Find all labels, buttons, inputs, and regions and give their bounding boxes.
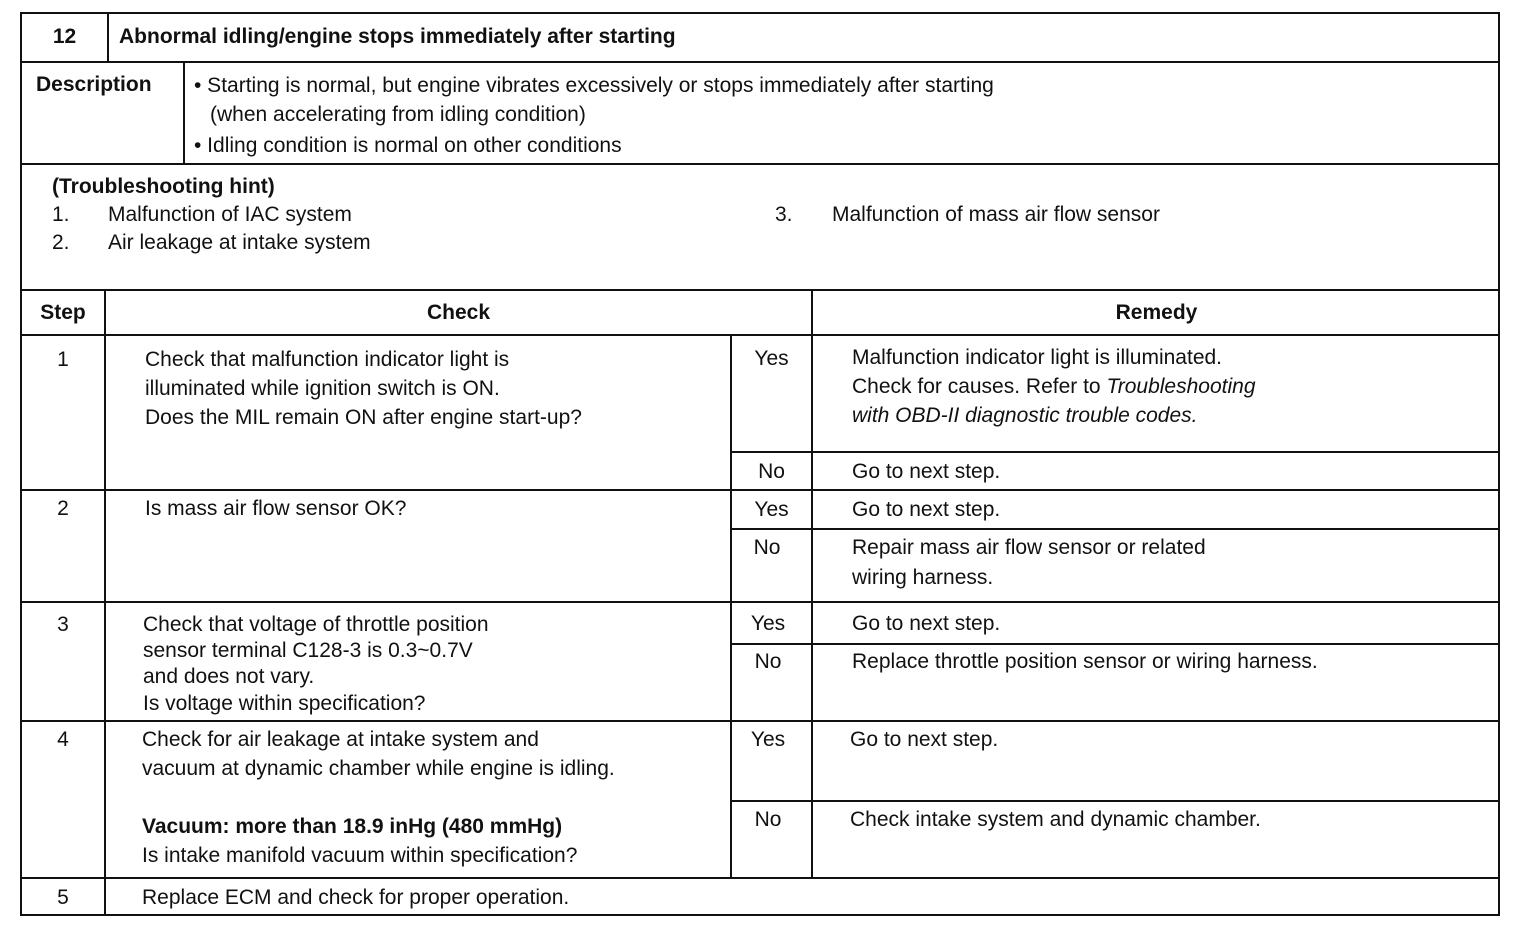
check-text: Is mass air flow sensor OK? — [145, 497, 407, 520]
no-label: No — [754, 808, 782, 831]
rule-step2 — [20, 601, 1500, 603]
rule-step1-yesno — [730, 451, 1500, 453]
rule-step3 — [20, 720, 1500, 722]
column-header-step: Step — [40, 301, 86, 324]
rule-step4-yesno — [730, 800, 1500, 802]
check-text: Is voltage within specification? — [143, 692, 426, 715]
check-text: Replace ECM and check for proper operation. — [142, 886, 570, 909]
step-number: 3 — [57, 613, 69, 636]
remedy-text: Malfunction indicator light is illuminated. — [852, 346, 1223, 369]
no-label: No — [753, 536, 781, 559]
check-text: and does not vary. — [143, 665, 315, 688]
hint-num: 3. — [775, 203, 793, 226]
rule-description — [20, 163, 1500, 165]
rule-hint — [20, 289, 1500, 291]
remedy-text-plain: Check for causes. Refer to — [852, 375, 1107, 398]
rule-yesno-right — [811, 334, 813, 878]
step-number: 4 — [57, 728, 69, 751]
hint-text: Malfunction of mass air flow sensor — [832, 203, 1160, 226]
remedy-text: Go to next step. — [852, 498, 1001, 521]
no-label: No — [758, 460, 785, 483]
rule-header-num — [107, 12, 109, 62]
section-number: 12 — [52, 25, 77, 48]
description-label: Description — [36, 73, 152, 96]
remedy-text: Check intake system and dynamic chamber. — [850, 808, 1261, 831]
remedy-text: Repair mass air flow sensor or related — [852, 536, 1206, 559]
remedy-text: Go to next step. — [852, 460, 1001, 483]
check-text: sensor terminal C128-3 is 0.3~0.7V — [143, 639, 473, 662]
step-number: 5 — [57, 886, 69, 909]
check-text: illuminated while ignition switch is ON. — [145, 377, 500, 400]
check-text: Does the MIL remain ON after engine start-up? — [145, 406, 582, 429]
check-text: Is intake manifold vacuum within specification? — [142, 844, 578, 867]
description-line: (when accelerating from idling condition) — [210, 103, 586, 126]
rule-step1 — [20, 489, 1500, 491]
rule-header — [20, 61, 1500, 63]
step-number: 1 — [57, 348, 69, 371]
vacuum-spec: Vacuum: more than 18.9 inHg (480 mmHg) — [142, 815, 563, 838]
rule-step3-yesno — [730, 643, 1500, 645]
yes-label: Yes — [754, 347, 789, 370]
hint-title: (Troubleshooting hint) — [52, 175, 275, 198]
description-line: • Starting is normal, but engine vibrates excessively or stops immediately after starting — [194, 74, 994, 97]
remedy-text: Replace throttle position sensor or wiring harness. — [852, 650, 1318, 673]
hint-text: Air leakage at intake system — [108, 231, 371, 254]
rule-step2-yesno — [730, 528, 1500, 530]
hint-num: 2. — [52, 231, 70, 254]
rule-description-label — [183, 61, 185, 164]
check-text: vacuum at dynamic chamber while engine is idling. — [142, 757, 615, 780]
yes-label: Yes — [750, 612, 786, 635]
yes-label: Yes — [750, 728, 786, 751]
section-title: Abnormal idling/engine stops immediately after starting — [119, 25, 676, 48]
remedy-reference: Troubleshooting — [1106, 375, 1256, 398]
remedy-text: Go to next step. — [852, 612, 1001, 635]
remedy-text — [852, 372, 1256, 401]
column-header-remedy: Remedy — [1115, 301, 1198, 324]
no-label: No — [754, 650, 782, 673]
description-line: • Idling condition is normal on other conditions — [194, 134, 622, 157]
column-header-check: Check — [426, 301, 491, 324]
rule-columns — [20, 334, 1500, 336]
remedy-text: Go to next step. — [850, 728, 999, 751]
rule-yesno-left — [730, 334, 732, 878]
hint-text: Malfunction of IAC system — [108, 203, 352, 226]
check-text: Check that malfunction indicator light is — [145, 348, 510, 371]
yes-label: Yes — [754, 498, 789, 521]
step-number: 2 — [57, 497, 69, 520]
remedy-text: wiring harness. — [852, 566, 994, 589]
rule-step4 — [20, 877, 1500, 879]
check-text: Check for air leakage at intake system and — [142, 728, 539, 751]
check-text: Check that voltage of throttle position — [143, 613, 489, 636]
rule-step-col — [104, 289, 106, 916]
remedy-reference: with OBD-II diagnostic trouble codes. — [852, 404, 1198, 427]
hint-num: 1. — [52, 203, 70, 226]
